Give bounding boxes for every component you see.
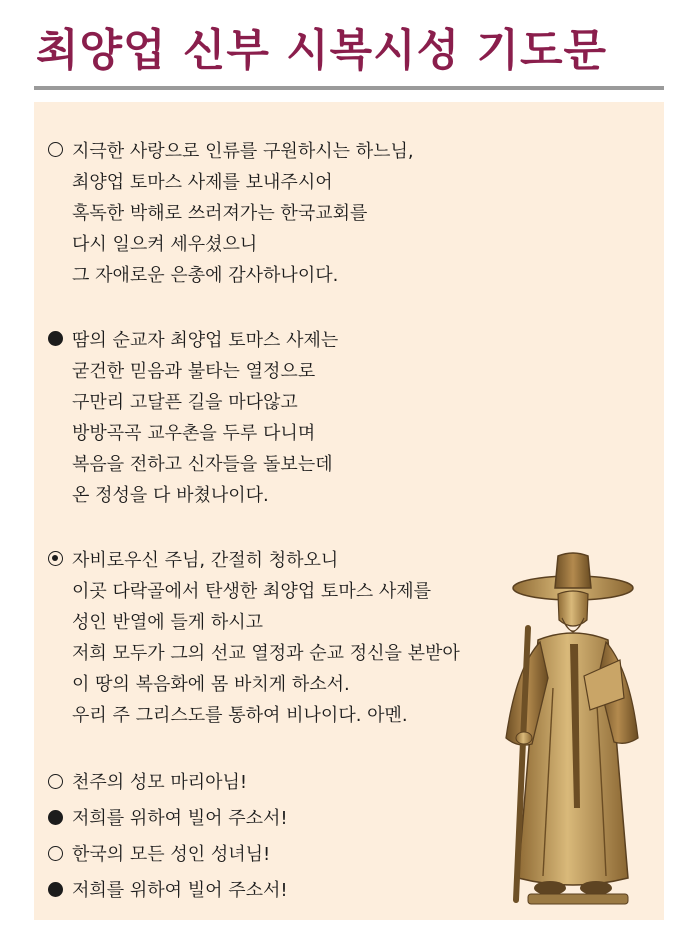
title-divider [34, 86, 664, 90]
prayer-line: 그 자애로운 은총에 감사하나이다. [72, 264, 339, 286]
litany-line: 천주의 성모 마리아님! [48, 763, 654, 799]
prayer-line: 방방곡곡 교우촌을 두루 다니며 [72, 422, 316, 444]
stanza-1 [48, 134, 654, 289]
litany-line: 저희를 위하여 빌어 주소서! [48, 799, 654, 835]
prayer-line: 굳건한 믿음과 불타는 열정으로 [72, 360, 316, 382]
open-circle-icon [48, 774, 63, 789]
prayer-line: 이 땅의 복음화에 몸 바치게 하소서. [72, 673, 350, 695]
litany-line: 저희를 위하여 빌어 주소서! [48, 871, 654, 907]
priest-statue-illustration [488, 548, 658, 920]
litany-line: 한국의 모든 성인 성녀님! [48, 835, 654, 871]
prayer-line: 구만리 고달픈 길을 마다않고 [72, 391, 298, 413]
stanza-2 [48, 323, 654, 509]
prayer-line: 성인 반열에 들게 하시고 [72, 611, 264, 633]
prayer-line: 이곳 다락골에서 탄생한 최양업 토마스 사제를 [72, 580, 431, 602]
dotted-circle-icon [48, 551, 63, 566]
page-title: 최양업 신부 시복시성 기도문 [36, 25, 608, 76]
prayer-line: 온 정성을 다 바쳤나이다. [72, 484, 269, 506]
open-circle-icon [48, 142, 63, 157]
open-circle-icon [48, 846, 63, 861]
filled-circle-icon [48, 331, 63, 346]
prayer-line: 혹독한 박해로 쓰러져가는 한국교회를 [72, 202, 368, 224]
prayer-line: 땀의 순교자 최양업 토마스 사제는 [48, 323, 654, 354]
prayer-line: 우리 주 그리스도를 통하여 비나이다. 아멘. [72, 704, 408, 726]
filled-circle-icon [48, 882, 63, 897]
filled-circle-icon [48, 810, 63, 825]
prayer-line: 복음을 전하고 신자들을 돌보는데 [72, 453, 333, 475]
prayer-line: 저희 모두가 그의 선교 열정과 순교 정신을 본받아 [72, 642, 460, 664]
prayer-line: 자비로우신 주님, 간절히 청하오니 [48, 543, 654, 574]
prayer-line: 최양업 토마스 사제를 보내주시어 [72, 171, 333, 193]
prayer-line: 지극한 사랑으로 인류를 구원하시는 하느님, [48, 134, 654, 165]
prayer-line: 다시 일으켜 세우셨으니 [72, 233, 258, 255]
